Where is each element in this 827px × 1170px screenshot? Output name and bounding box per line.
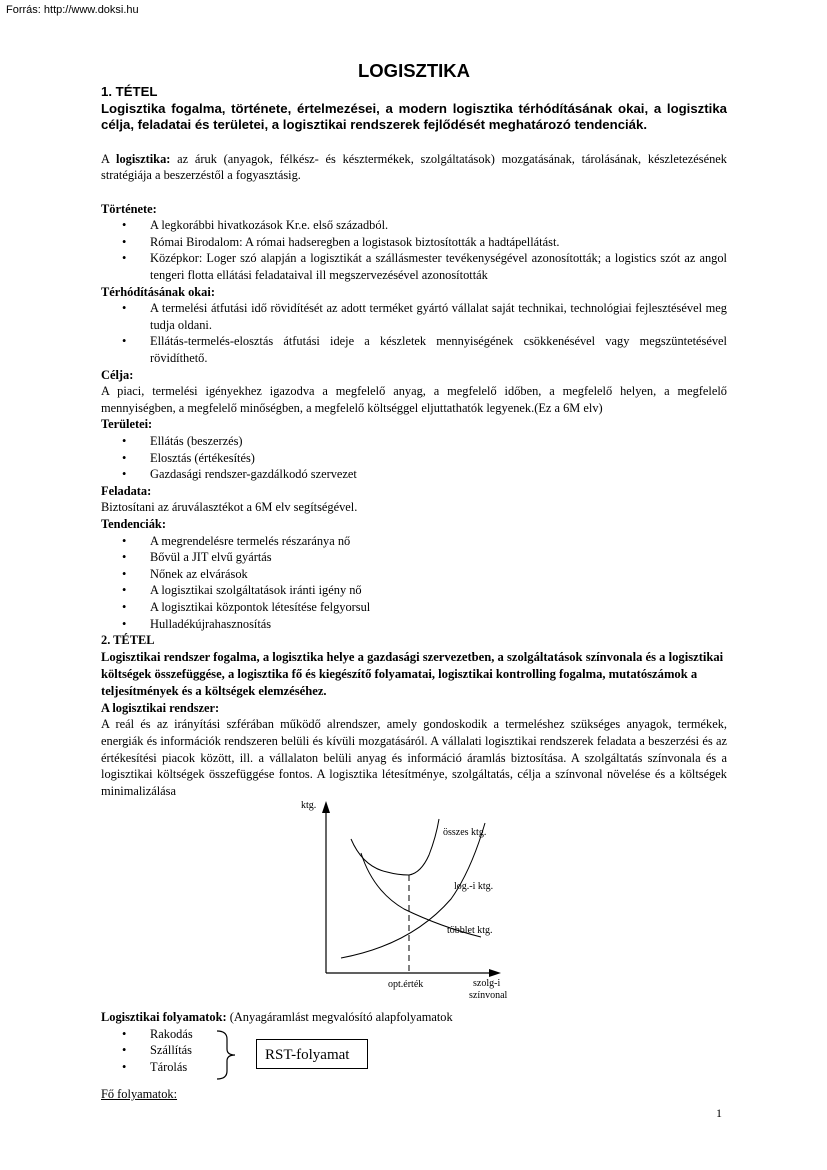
list-item: • Római Birodalom: A római hadseregben a logistasok biztosították a hadtápellátást. [101, 234, 727, 251]
tortenete-list [101, 217, 727, 283]
chart-svg [101, 799, 727, 1009]
tortenete-heading: Története: [101, 201, 157, 216]
y-axis-arrow [322, 801, 330, 813]
document-page [101, 60, 727, 1102]
tetel-1-subject: Logisztika fogalma, története, értelmezései, a modern logisztika térhódításának okai, a logisztika célja, feladatai és területei, a logisztikai rendszerek fejlődését meghatározó tendenciák. [101, 100, 727, 132]
celja-text: A piaci, termelési igényekhez igazodva a megfelelő anyag, a megfelelő időben, a megfelelő helyen, a megfelelő mennyiségben, a megfelelő minőségben, a megfelelő költséggel eljuttathatók legyenek.(Ez a 6M elv) [101, 384, 727, 415]
teruletei-list [101, 433, 727, 483]
feladata-text: Biztosítani az áruválasztékot a 6M elv segítségével. [101, 500, 358, 515]
rendszer-text: A reál és az irányítási szférában működő alrendszer, amely gondoskodik a termeléshez szükséges anyagok, termékek, energiák és információk rendszeren belüli és kívüli mozgatásáról. A vállalati logisztikai rendszerek feladata a beszerzési és az értékesítési piacok között, ill. a vállalaton belüli anyag és információ áramlás biztosítása. A szolgáltatás színvonala és a logisztikai költségek összefüggése fontos. A logisztika létesítménye, szolgáltatás, célja a színvonal növelése és a költségek minimalizálása [101, 717, 727, 798]
list-item: • A logisztikai szolgáltatások iránti igény nő [101, 582, 727, 599]
list-item: • Szállítás [101, 1042, 193, 1059]
source-header: Forrás: http://www.doksi.hu [6, 4, 139, 16]
list-item: • Középkor: Loger szó alapján a logisztikát a szállásmester tevékenységével azonosították; a logistics szót az angol tengeri flotta ellátási feladataival ill megszervezésével azonosították [101, 250, 727, 283]
definition-term: logisztika: [116, 151, 171, 166]
tetel-2-heading: 2. TÉTEL [101, 633, 155, 648]
feladata-heading: Feladata: [101, 483, 152, 498]
folyamatok-line: Logisztikai folyamatok: (Anyagáramlást megvalósító alapfolyamatok [101, 1010, 453, 1025]
list-item: • Rakodás [101, 1026, 193, 1043]
fo-folyamatok-heading: Fő folyamatok: [101, 1086, 178, 1101]
list-item: • A megrendelésre termelés részaránya nő [101, 533, 727, 550]
celja-heading: Célja: [101, 367, 134, 382]
folyamatok-heading: Logisztikai folyamatok: [101, 1010, 227, 1025]
teruletei-heading: Területei: [101, 417, 153, 432]
list-item: • A legkorábbi hivatkozások Kr.e. első századból. [101, 217, 727, 234]
x-axis-label-1: szolg-i [473, 978, 501, 990]
process-group [101, 1026, 727, 1086]
x-axis-arrow [489, 969, 501, 977]
series-total-cost [351, 819, 439, 875]
rendszer-heading: A logisztikai rendszer: [101, 700, 220, 715]
list-item: • Nőnek az elvárások [101, 566, 727, 583]
curly-brace-icon [215, 1029, 245, 1081]
page-number: 1 [716, 1106, 722, 1120]
list-item: • Tárolás [101, 1059, 193, 1076]
page-title: LOGISZTIKA [357, 60, 471, 81]
list-item: • A termelési átfutási idő rövidítését az adott terméket gyártó vállalat saját technikai, technológiai fejlesztésével meg tudja oldani. [101, 300, 727, 333]
rst-process-box: RST-folyamat [256, 1039, 368, 1069]
annotation-logistics: log.-i ktg. [454, 881, 494, 893]
y-axis-label: ktg. [301, 800, 317, 812]
list-item: • Gazdasági rendszer-gazdálkodó szervezet [101, 466, 727, 483]
list-item: • Bővül a JIT elvű gyártás [101, 549, 727, 566]
annotation-extra: többlet ktg. [447, 925, 493, 937]
tendenciak-heading: Tendenciák: [101, 516, 166, 531]
list-item: • Elosztás (értékesítés) [101, 450, 727, 467]
tetel-2-subject: Logisztikai rendszer fogalma, a logisztika helye a gazdasági szervezetben, a szolgáltatások színvonala és a logisztikai költségek összefüggése, a logisztika fő és kiegészítő folyamatai, logisztikai kontrolling fogalma, mutatószámok a teljesítmények és a költségek elemzéséhez. [101, 649, 724, 698]
cost-service-chart [101, 799, 727, 1009]
tendenciak-list [101, 533, 727, 633]
terhoditas-list [101, 300, 727, 366]
opt-value-label: opt.érték [388, 979, 424, 991]
logisztika-definition: A logisztika: az áruk (anyagok, félkész- és késztermékek, szolgáltatások) mozgatásának, tárolásának, készletezésének stratégiája a beszerzéstől a fogyasztásig. [101, 151, 727, 183]
annotation-total: összes ktg. [443, 827, 487, 839]
list-item: • Ellátás (beszerzés) [101, 433, 727, 450]
x-axis-label-2: színvonal [469, 990, 508, 1002]
folyamatok-list [101, 1026, 193, 1076]
list-item: • Ellátás-termelés-elosztás átfutási ideje a készletek mennyiségének csökkenésével vagy megszüntetésével rövidíthető. [101, 333, 727, 366]
list-item: • Hulladékújrahasznosítás [101, 616, 727, 633]
tetel-1-heading: 1. TÉTEL [101, 84, 158, 99]
list-item: • A logisztikai központok létesítése felgyorsul [101, 599, 727, 616]
terhoditas-heading: Térhódításának okai: [101, 284, 215, 299]
